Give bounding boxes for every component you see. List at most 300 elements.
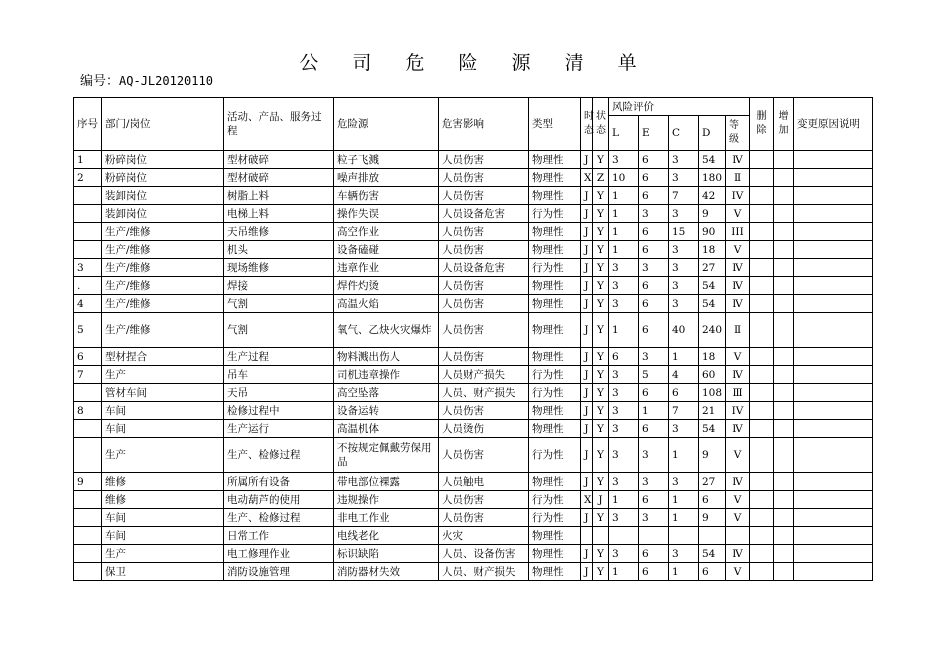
cell-impact: 人员、财产损失 — [439, 384, 529, 402]
cell-tense: J — [581, 402, 593, 420]
cell-delete — [750, 223, 774, 241]
cell-L: 1 — [609, 491, 639, 509]
document-title: 公 司 危 险 源 清 单 — [299, 52, 651, 74]
cell-D: 108 — [699, 384, 726, 402]
cell-impact: 人员伤害 — [439, 169, 529, 187]
cell-L: 1 — [609, 223, 639, 241]
cell-tense — [581, 527, 593, 545]
cell-dept: 生产/维修 — [102, 277, 224, 295]
cell-dept: 生产/维修 — [102, 313, 224, 348]
cell-add — [774, 420, 794, 438]
cell-hazard: 设备磕碰 — [334, 241, 439, 259]
table-row — [74, 295, 873, 313]
header-reason: 变更原因说明 — [794, 98, 873, 151]
cell-tense: J — [581, 151, 593, 169]
cell-L: 3 — [609, 438, 639, 473]
cell-grade: Ⅱ — [726, 313, 750, 348]
cell-E: 6 — [639, 151, 669, 169]
cell-state: Y — [593, 545, 609, 563]
cell-reason — [794, 313, 873, 348]
cell-impact: 人员烫伤 — [439, 420, 529, 438]
header-state: 状态 — [593, 98, 609, 151]
cell-add — [774, 295, 794, 313]
cell-tense: J — [581, 295, 593, 313]
cell-D: 27 — [699, 259, 726, 277]
cell-tense: J — [581, 205, 593, 223]
document-number-value: AQ-JL20120110 — [119, 74, 213, 88]
cell-grade: III — [726, 223, 750, 241]
cell-delete — [750, 169, 774, 187]
document-number — [80, 70, 213, 89]
cell-E: 6 — [639, 545, 669, 563]
cell-hazard: 违规操作 — [334, 491, 439, 509]
cell-delete — [750, 438, 774, 473]
cell-L: 1 — [609, 241, 639, 259]
table-row — [74, 348, 873, 366]
cell-dept: 生产 — [102, 438, 224, 473]
cell-E: 6 — [639, 277, 669, 295]
cell-C: 3 — [669, 205, 699, 223]
cell-activity: 气割 — [224, 313, 334, 348]
cell-hazard: 车辆伤害 — [334, 187, 439, 205]
cell-D: 54 — [699, 151, 726, 169]
cell-C: 3 — [669, 169, 699, 187]
cell-add — [774, 313, 794, 348]
cell-impact: 人员设备危害 — [439, 205, 529, 223]
cell-C: 7 — [669, 187, 699, 205]
cell-type: 行为性 — [529, 509, 581, 527]
table-row — [74, 527, 873, 545]
cell-D: 240 — [699, 313, 726, 348]
cell-reason — [794, 563, 873, 581]
cell-D — [699, 527, 726, 545]
cell-seq: 5 — [74, 313, 102, 348]
cell-reason — [794, 348, 873, 366]
cell-add — [774, 151, 794, 169]
cell-grade: IV — [726, 187, 750, 205]
cell-type: 物理性 — [529, 187, 581, 205]
cell-impact: 人员伤害 — [439, 348, 529, 366]
table-row — [74, 313, 873, 348]
cell-E: 3 — [639, 438, 669, 473]
cell-reason — [794, 241, 873, 259]
cell-state: Y — [593, 313, 609, 348]
header-row-1 — [74, 98, 873, 116]
header-add: 增加 — [774, 98, 794, 151]
cell-hazard: 高空作业 — [334, 223, 439, 241]
cell-reason — [794, 205, 873, 223]
cell-hazard: 高空坠落 — [334, 384, 439, 402]
cell-state: J — [593, 491, 609, 509]
cell-C — [669, 527, 699, 545]
cell-activity: 生产过程 — [224, 348, 334, 366]
cell-activity: 天吊 — [224, 384, 334, 402]
cell-delete — [750, 205, 774, 223]
cell-state: Y — [593, 509, 609, 527]
cell-delete — [750, 313, 774, 348]
cell-seq — [74, 527, 102, 545]
table-row — [74, 205, 873, 223]
cell-impact: 人员设备危害 — [439, 259, 529, 277]
cell-hazard: 物料溅出伤人 — [334, 348, 439, 366]
cell-activity: 所属所有设备 — [224, 473, 334, 491]
header-hazard: 危险源 — [334, 98, 439, 151]
cell-type: 物理性 — [529, 313, 581, 348]
table-row — [74, 366, 873, 384]
cell-add — [774, 384, 794, 402]
cell-delete — [750, 509, 774, 527]
cell-dept: 粉碎岗位 — [102, 151, 224, 169]
table-row — [74, 420, 873, 438]
cell-E: 6 — [639, 563, 669, 581]
table-row — [74, 491, 873, 509]
cell-L: 3 — [609, 366, 639, 384]
cell-E: 1 — [639, 402, 669, 420]
cell-hazard: 标识缺陷 — [334, 545, 439, 563]
cell-tense: J — [581, 563, 593, 581]
cell-add — [774, 563, 794, 581]
table-row — [74, 169, 873, 187]
header-delete: 删除 — [750, 98, 774, 151]
cell-impact: 人员伤害 — [439, 277, 529, 295]
table-body — [74, 98, 873, 581]
cell-state: Y — [593, 295, 609, 313]
cell-reason — [794, 509, 873, 527]
cell-hazard: 操作失误 — [334, 205, 439, 223]
cell-dept: 车间 — [102, 509, 224, 527]
cell-D: 6 — [699, 563, 726, 581]
cell-seq — [74, 438, 102, 473]
cell-activity: 生产、检修过程 — [224, 509, 334, 527]
cell-activity: 电动葫芦的使用 — [224, 491, 334, 509]
cell-L: 3 — [609, 402, 639, 420]
cell-dept: 生产/维修 — [102, 241, 224, 259]
header-activity: 活动、产品、服务过程 — [224, 98, 334, 151]
cell-D: 42 — [699, 187, 726, 205]
cell-L: 3 — [609, 384, 639, 402]
table-row — [74, 438, 873, 473]
cell-L: 3 — [609, 420, 639, 438]
cell-seq — [74, 563, 102, 581]
cell-state: Y — [593, 241, 609, 259]
cell-reason — [794, 491, 873, 509]
cell-hazard: 焊件灼烫 — [334, 277, 439, 295]
cell-dept: 生产/维修 — [102, 223, 224, 241]
cell-impact: 人员伤害 — [439, 151, 529, 169]
cell-tense: J — [581, 277, 593, 295]
cell-C: 1 — [669, 438, 699, 473]
cell-add — [774, 348, 794, 366]
cell-C: 3 — [669, 473, 699, 491]
cell-seq — [74, 420, 102, 438]
cell-impact: 人员触电 — [439, 473, 529, 491]
cell-add — [774, 223, 794, 241]
cell-E: 6 — [639, 169, 669, 187]
cell-type: 行为性 — [529, 366, 581, 384]
cell-reason — [794, 366, 873, 384]
cell-activity: 消防设施管理 — [224, 563, 334, 581]
table-row — [74, 509, 873, 527]
cell-L: 3 — [609, 545, 639, 563]
cell-reason — [794, 402, 873, 420]
cell-tense: J — [581, 259, 593, 277]
cell-D: 9 — [699, 438, 726, 473]
cell-grade: Ⅴ — [726, 491, 750, 509]
cell-add — [774, 527, 794, 545]
cell-reason — [794, 545, 873, 563]
cell-D: 9 — [699, 205, 726, 223]
cell-state: Y — [593, 402, 609, 420]
cell-tense: J — [581, 438, 593, 473]
cell-L: 3 — [609, 151, 639, 169]
cell-C: 3 — [669, 295, 699, 313]
cell-impact: 人员、财产损失 — [439, 563, 529, 581]
cell-seq — [74, 384, 102, 402]
cell-seq: 8 — [74, 402, 102, 420]
cell-E: 6 — [639, 313, 669, 348]
cell-reason — [794, 527, 873, 545]
hazard-register-table — [73, 97, 873, 581]
cell-grade: Ⅴ — [726, 205, 750, 223]
cell-state: Y — [593, 223, 609, 241]
cell-type: 物理性 — [529, 563, 581, 581]
cell-C: 15 — [669, 223, 699, 241]
cell-add — [774, 187, 794, 205]
cell-type: 行为性 — [529, 384, 581, 402]
cell-delete — [750, 241, 774, 259]
cell-L: 1 — [609, 205, 639, 223]
cell-D: 54 — [699, 277, 726, 295]
cell-C: 1 — [669, 348, 699, 366]
cell-type: 物理性 — [529, 527, 581, 545]
cell-dept: 生产 — [102, 366, 224, 384]
cell-tense: J — [581, 348, 593, 366]
cell-delete — [750, 187, 774, 205]
cell-activity: 型材破碎 — [224, 169, 334, 187]
cell-hazard: 电线老化 — [334, 527, 439, 545]
cell-dept: 生产/维修 — [102, 295, 224, 313]
cell-impact: 人员伤害 — [439, 223, 529, 241]
cell-type: 物理性 — [529, 420, 581, 438]
cell-reason — [794, 151, 873, 169]
cell-reason — [794, 277, 873, 295]
cell-hazard: 非电工作业 — [334, 509, 439, 527]
cell-type: 行为性 — [529, 491, 581, 509]
cell-grade: Ⅳ — [726, 277, 750, 295]
table-row — [74, 223, 873, 241]
cell-D: 90 — [699, 223, 726, 241]
cell-C: 3 — [669, 277, 699, 295]
cell-hazard: 违章作业 — [334, 259, 439, 277]
cell-hazard: 噪声排放 — [334, 169, 439, 187]
cell-activity: 型材破碎 — [224, 151, 334, 169]
header-grade: 等级 — [726, 116, 750, 151]
cell-delete — [750, 384, 774, 402]
header-impact: 危害影响 — [439, 98, 529, 151]
cell-tense: J — [581, 420, 593, 438]
header-risk: 风险评价 — [609, 98, 750, 116]
cell-reason — [794, 473, 873, 491]
cell-L: 10 — [609, 169, 639, 187]
cell-add — [774, 473, 794, 491]
cell-impact: 人员伤害 — [439, 241, 529, 259]
cell-seq: 6 — [74, 348, 102, 366]
header-dept: 部门/岗位 — [102, 98, 224, 151]
cell-E: 6 — [639, 223, 669, 241]
cell-type: 行为性 — [529, 205, 581, 223]
cell-activity: 生产、检修过程 — [224, 438, 334, 473]
cell-seq: 9 — [74, 473, 102, 491]
cell-state: Y — [593, 420, 609, 438]
cell-activity: 检修过程中 — [224, 402, 334, 420]
cell-C: 3 — [669, 259, 699, 277]
cell-dept: 装卸岗位 — [102, 187, 224, 205]
cell-L: 3 — [609, 295, 639, 313]
cell-seq: 4 — [74, 295, 102, 313]
cell-seq — [74, 205, 102, 223]
cell-delete — [750, 545, 774, 563]
cell-seq: 3 — [74, 259, 102, 277]
table-row — [74, 384, 873, 402]
cell-dept: 维修 — [102, 491, 224, 509]
cell-state: Y — [593, 563, 609, 581]
cell-add — [774, 366, 794, 384]
cell-L: 6 — [609, 348, 639, 366]
cell-grade: Ⅳ — [726, 545, 750, 563]
cell-add — [774, 509, 794, 527]
cell-grade: Ⅴ — [726, 509, 750, 527]
cell-grade: Ⅳ — [726, 151, 750, 169]
cell-delete — [750, 563, 774, 581]
cell-delete — [750, 366, 774, 384]
cell-delete — [750, 259, 774, 277]
cell-seq — [74, 491, 102, 509]
cell-E: 3 — [639, 205, 669, 223]
cell-type: 物理性 — [529, 277, 581, 295]
cell-tense: J — [581, 313, 593, 348]
cell-tense: J — [581, 366, 593, 384]
cell-seq — [74, 241, 102, 259]
cell-dept: 粉碎岗位 — [102, 169, 224, 187]
cell-L: 1 — [609, 313, 639, 348]
cell-state: Y — [593, 187, 609, 205]
cell-hazard: 消防器材失效 — [334, 563, 439, 581]
cell-hazard: 设备运转 — [334, 402, 439, 420]
cell-add — [774, 241, 794, 259]
cell-delete — [750, 491, 774, 509]
cell-C: 40 — [669, 313, 699, 348]
cell-type: 物理性 — [529, 151, 581, 169]
cell-reason — [794, 187, 873, 205]
cell-seq: 2 — [74, 169, 102, 187]
cell-D: 180 — [699, 169, 726, 187]
header-type: 类型 — [529, 98, 581, 151]
cell-E: 3 — [639, 509, 669, 527]
cell-E: 6 — [639, 295, 669, 313]
cell-activity: 日常工作 — [224, 527, 334, 545]
table-row — [74, 259, 873, 277]
cell-D: 18 — [699, 241, 726, 259]
cell-grade: Ⅴ — [726, 241, 750, 259]
cell-activity: 电梯上料 — [224, 205, 334, 223]
cell-state: Y — [593, 384, 609, 402]
cell-tense: J — [581, 384, 593, 402]
cell-impact: 人员伤害 — [439, 187, 529, 205]
table-row — [74, 277, 873, 295]
cell-activity: 焊接 — [224, 277, 334, 295]
cell-C: 4 — [669, 366, 699, 384]
cell-state — [593, 527, 609, 545]
cell-dept: 车间 — [102, 527, 224, 545]
cell-grade — [726, 527, 750, 545]
cell-delete — [750, 151, 774, 169]
cell-dept: 装卸岗位 — [102, 205, 224, 223]
cell-reason — [794, 259, 873, 277]
cell-activity: 气割 — [224, 295, 334, 313]
cell-E: 3 — [639, 259, 669, 277]
cell-reason — [794, 438, 873, 473]
cell-impact: 人员、设备伤害 — [439, 545, 529, 563]
table-row — [74, 563, 873, 581]
cell-E: 6 — [639, 241, 669, 259]
cell-add — [774, 438, 794, 473]
cell-grade: Ⅳ — [726, 366, 750, 384]
cell-hazard: 不按规定佩戴劳保用品 — [334, 438, 439, 473]
cell-type: 物理性 — [529, 223, 581, 241]
cell-state: Y — [593, 259, 609, 277]
cell-activity: 机头 — [224, 241, 334, 259]
cell-tense: J — [581, 545, 593, 563]
cell-hazard: 氧气、乙炔火灾爆炸 — [334, 313, 439, 348]
cell-impact: 人员财产损失 — [439, 366, 529, 384]
cell-seq — [74, 509, 102, 527]
cell-impact: 人员伤害 — [439, 313, 529, 348]
cell-tense: J — [581, 473, 593, 491]
cell-dept: 管材车间 — [102, 384, 224, 402]
cell-activity: 吊车 — [224, 366, 334, 384]
cell-grade: Ⅳ — [726, 295, 750, 313]
cell-D: 27 — [699, 473, 726, 491]
cell-E — [639, 527, 669, 545]
table-row — [74, 187, 873, 205]
header-L: L — [609, 116, 639, 151]
cell-type: 物理性 — [529, 545, 581, 563]
cell-reason — [794, 295, 873, 313]
cell-D: 9 — [699, 509, 726, 527]
cell-D: 54 — [699, 420, 726, 438]
cell-grade: Ⅳ — [726, 420, 750, 438]
cell-C: 3 — [669, 241, 699, 259]
cell-C: 1 — [669, 509, 699, 527]
header-C: C — [669, 116, 699, 151]
cell-L: 3 — [609, 473, 639, 491]
cell-grade: Ⅳ — [726, 259, 750, 277]
cell-hazard: 司机违章操作 — [334, 366, 439, 384]
cell-dept: 车间 — [102, 420, 224, 438]
cell-E: 3 — [639, 473, 669, 491]
cell-grade: Ⅴ — [726, 563, 750, 581]
document-number-label: 编号： — [80, 74, 120, 89]
cell-activity: 树脂上料 — [224, 187, 334, 205]
cell-add — [774, 491, 794, 509]
cell-delete — [750, 295, 774, 313]
cell-reason — [794, 169, 873, 187]
table-row — [74, 241, 873, 259]
cell-tense: X — [581, 491, 593, 509]
cell-impact: 人员伤害 — [439, 491, 529, 509]
cell-D: 21 — [699, 402, 726, 420]
cell-reason — [794, 420, 873, 438]
